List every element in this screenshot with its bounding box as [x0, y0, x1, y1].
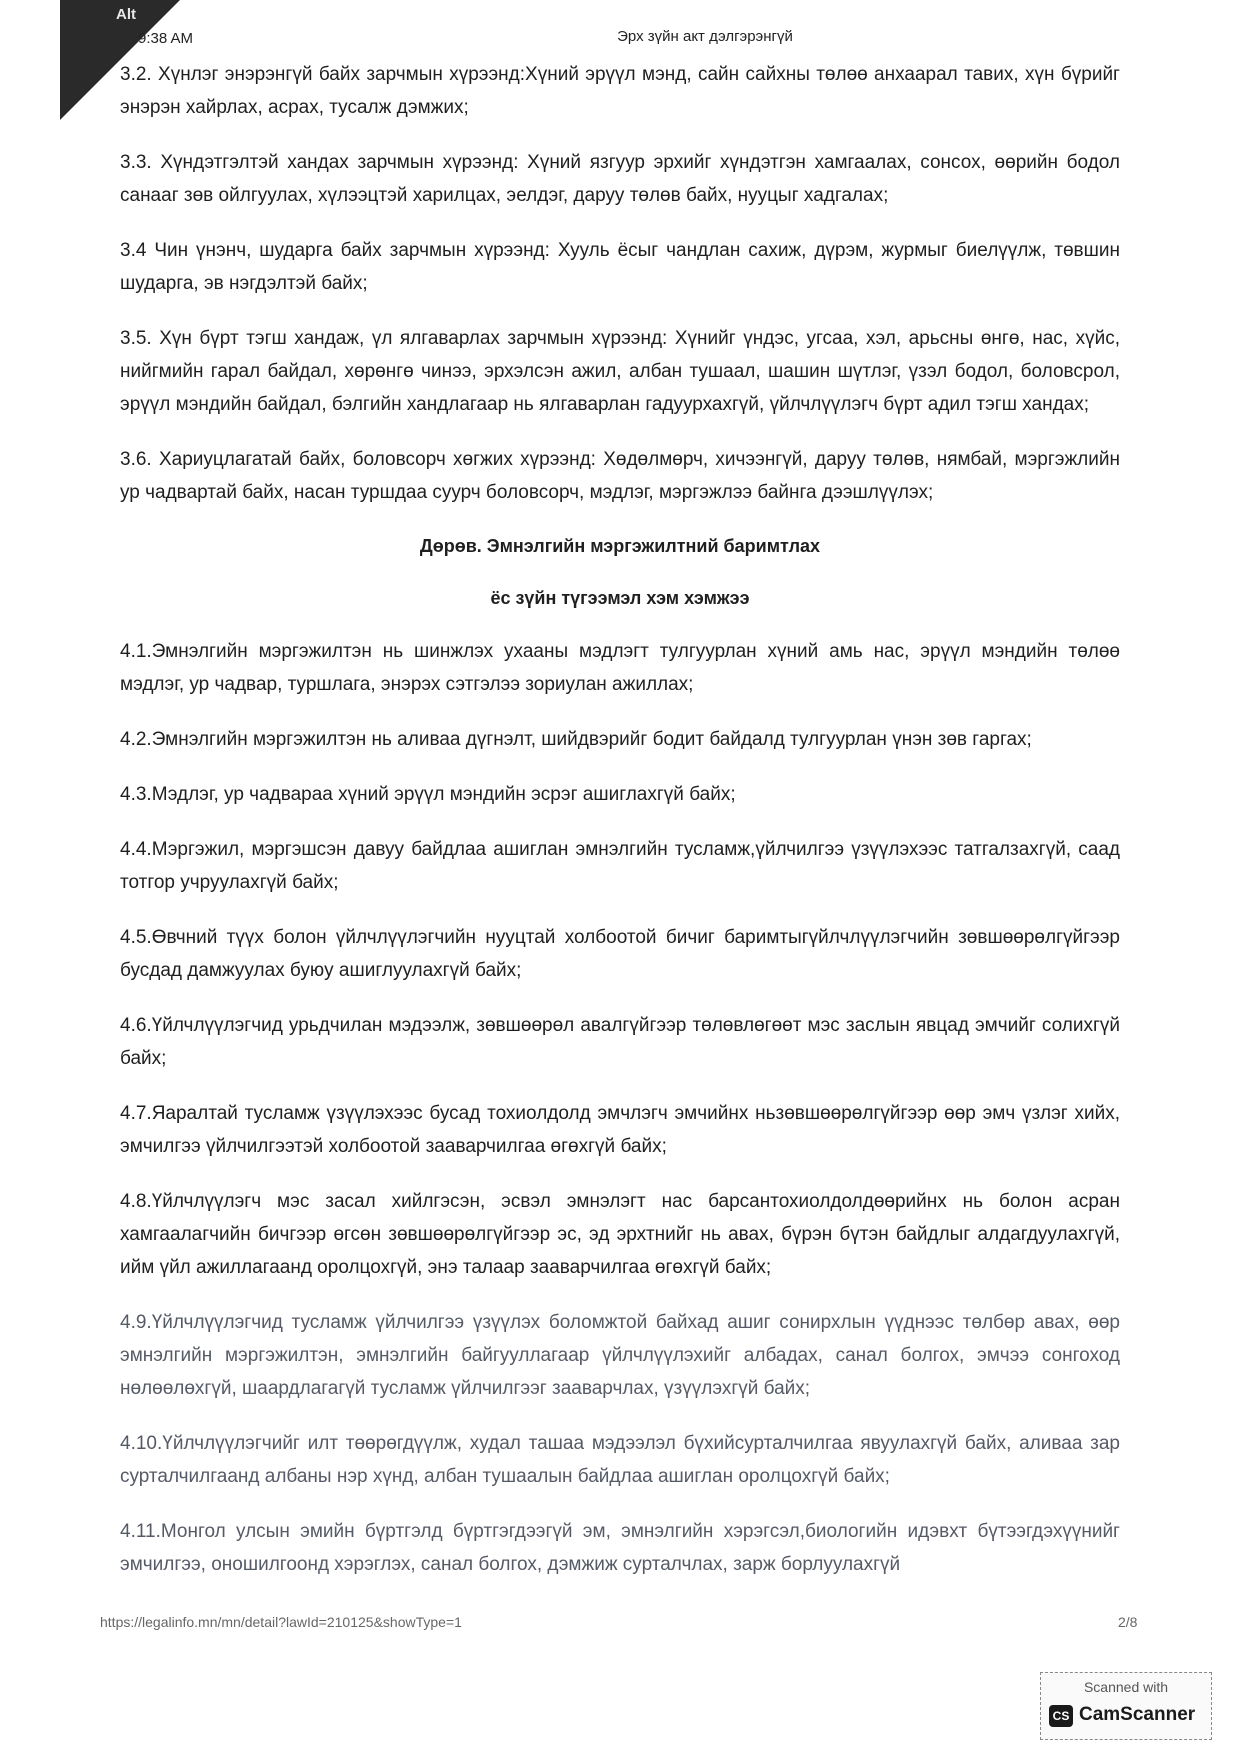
- paragraph-4-7: 4.7.Яаралтай тусламж үзүүлэхээс бусад тохиолдолд эмчлэгч эмчийнх ньзөвшөөрөлгүйгээр өөр эмч үзлэг хийх, эмчилгээ үйлчилгээтэй холбоотой зааварчилгаа өгөхгүй байх;: [120, 1103, 1120, 1157]
- paragraph-4-11: 4.11.Монгол улсын эмийн бүртгэлд бүртгэгдээгүй эм, эмнэлгийн хэрэгсэл,биологийн идэвхт бүтээгдэхүүнийг эмчилгээ, оношилгоонд хэрэглэх, санал болгох, дэмжиж сурталчлах, зарж борлуулахгүй: [120, 1521, 1120, 1575]
- header-title: Эрх зүйн акт дэлгэрэнгүй: [617, 28, 793, 45]
- camscanner-logo-icon: CS: [1049, 1705, 1073, 1727]
- paragraph-3-3: 3.3. Хүндэтгэлтэй хандах зарчмын хүрээнд: Хүний язгуур эрхийг хүндэтгэн хамгаалах, сонсох, өөрийн бодол санааг зөв ойлгуулах, хүлээцтэй харилцах, эелдэг, даруу төлөв байх, нууцыг хадгалах;: [120, 152, 1120, 206]
- camscanner-badge: [1040, 1672, 1212, 1740]
- camscanner-scanned-with: Scanned with: [1083, 1679, 1169, 1695]
- paragraph-4-10: 4.10.Үйлчлүүлэгчийг илт төөрөгдүүлж, худал ташаа мэдээлэл бүхийсурталчилгаа явуулахгүй байх, аливаа зар сурталчилгаанд албаны нэр хүнд, албан тушаалын байдлаа ашиглан оролцохгүй байх;: [120, 1433, 1120, 1487]
- camscanner-brand: CamScanner: [1079, 1704, 1196, 1725]
- paragraph-4-3: 4.3.Мэдлэг, ур чадвараа хүний эрүүл мэндийн эсрэг ашиглахгүй байх;: [120, 784, 736, 805]
- paragraph-3-2: 3.2. Хүнлэг энэрэнгүй байх зарчмын хүрээнд:Хүний эрүүл мэнд, сайн сайхны төлөө анхаарал тавих, хүн бүрийг энэрэн хайрлах, асрах, тусалж дэмжих;: [120, 64, 1120, 118]
- paragraph-4-1: 4.1.Эмнэлгийн мэргэжилтэн нь шинжлэх ухааны мэдлэгт тулгуурлан хүний амь нас, эрүүл мэндийн төлөө мэдлэг, ур чадвар, туршлага, энэрэх сэтгэлээ зориулан ажиллах;: [120, 641, 1120, 695]
- document-body: [120, 58, 1120, 1603]
- footer-page-number: 2/8: [1118, 1614, 1138, 1630]
- paragraph-4-4: 4.4.Мэргэжил, мэргэшсэн давуу байдлаа ашиглан эмнэлгийн тусламж,үйлчилгээ үзүүлэхээс татгалзахгүй, саад тотгор учруулахгүй байх;: [120, 839, 1120, 893]
- section-heading-line1: Дөрөв. Эмнэлгийн мэргэжилтний баримтлах: [419, 536, 821, 556]
- paragraph-3-6: 3.6. Хариуцлагатай байх, боловсорч хөгжих хүрээнд: Хөдөлмөрч, хичээнгүй, даруу төлөв, нямбай, мэргэжлийн ур чадвартай байх, насан туршдаа суурч боловсорч, мэдлэг, мэргэжлээ байнга дээшлүүлэх;: [120, 449, 1120, 503]
- section-heading-line2: ёс зүйн түгээмэл хэм хэмжээ: [490, 588, 750, 608]
- paragraph-4-8: 4.8.Үйлчлүүлэгч мэс засал хийлгэсэн, эсвэл эмнэлэгт нас барсантохиолдолдөөрийнх нь болон асран хамгаалагчийн бичгээр өгсөн зөвшөөрөлгүйгээр эс, эд эрхтнийг нь авах, бүрэн бүтэн байдлыг алдагдуулахгүй, ийм үйл ажиллагаанд оролцохгүй, энэ талаар зааварчилгаа өгөхгүй байх;: [120, 1191, 1120, 1278]
- paragraph-4-6: 4.6.Үйлчлүүлэгчид урьдчилан мэдээлж, зөвшөөрөл авалгүйгээр төлөвлөгөөт мэс заслын явцад эмчийг солихгүй байх;: [120, 1015, 1120, 1069]
- footer-url[interactable]: https://legalinfo.mn/mn/detail?lawId=210125&showType=1: [100, 1614, 462, 1630]
- corner-label: Alt: [116, 6, 136, 23]
- paragraph-3-5: 3.5. Хүн бүрт тэгш хандаж, үл ялгаварлах зарчмын хүрээнд: Хүнийг үндэс, угсаа, хэл, арьсны өнгө, нас, хүйс, нийгмийн гарал байдал, хөрөнгө чинээ, эрхэлсэн ажил, албан тушаал, шашин шүтлэг, үзэл бодол, боловсрол, эрүүл мэндийн байдал, бэлгийн хандлагаар нь ялгаварлан гадуурхахгүй, үйлчлүүлэгч бүрт адил тэгш хандах;: [120, 328, 1120, 415]
- paragraph-4-2: 4.2.Эмнэлгийн мэргэжилтэн нь аливаа дүгнэлт, шийдвэрийг бодит байдалд тулгуурлан үнэн зөв гаргах;: [120, 729, 1032, 750]
- paragraph-4-9: 4.9.Үйлчлүүлэгчид тусламж үйлчилгээ үзүүлэх боломжтой байхад ашиг сонирхлын үүднээс төлбөр авах, өөр эмнэлгийн мэргэжилтэн, эмнэлгийн байгууллагаар үйлчлүүлэхийг албадах, санал болгох, эмчээ сонгоход нөлөөлөхгүй, шаардлагагүй тусламж үйлчилгээг зааварчлах, үзүүлэхгүй байх;: [120, 1312, 1120, 1399]
- paragraph-3-4: 3.4 Чин үнэнч, шударга байх зарчмын хүрээнд: Хууль ёсыг чандлан сахиж, дүрэм, журмыг биелүүлж, төвшин шударга, эв нэгдэлтэй байх;: [120, 240, 1120, 294]
- paragraph-4-5: 4.5.Өвчний түүх болон үйлчлүүлэгчийн нууцтай холбоотой бичиг баримтыгүйлчлүүлэгчийн зөвшөөрөлгүйгээр бусдад дамжуулах буюу ашиглуулахгүй байх;: [120, 927, 1120, 981]
- header-time: 9:38 AM: [138, 30, 194, 47]
